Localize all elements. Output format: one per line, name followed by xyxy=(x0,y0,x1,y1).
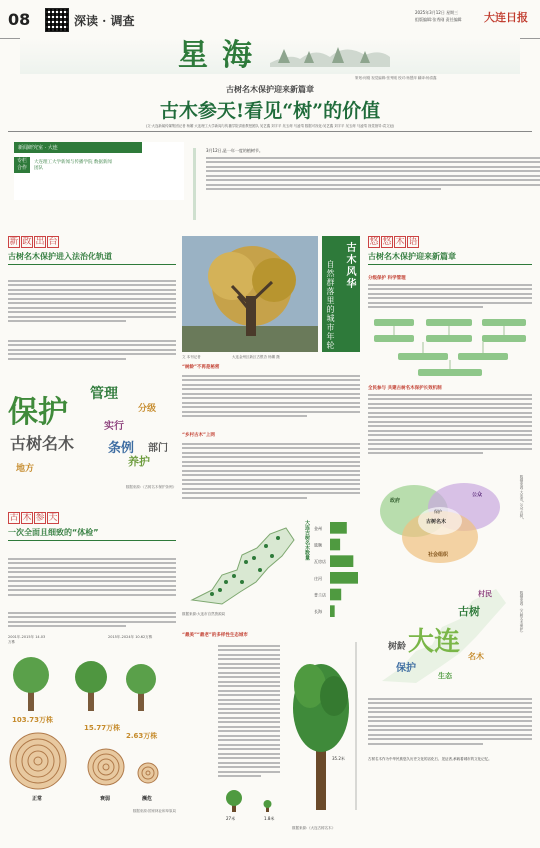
ring-value-weak: 15.77万株 xyxy=(84,724,121,732)
wordcloud xyxy=(8,377,176,477)
partner-name: 大连理工大学新闻与传播学院 数据新闻团队 xyxy=(34,160,112,171)
dalian-map xyxy=(182,520,302,610)
page-number: 08 xyxy=(8,10,31,29)
tag-column: 专栏 xyxy=(16,158,27,164)
wordcloud-word: 分级 xyxy=(138,404,157,414)
venn-label-protect: 保护 xyxy=(434,509,442,514)
vertical-title xyxy=(322,236,360,352)
divider xyxy=(8,131,532,132)
venn-label-government: 政府 xyxy=(390,498,401,504)
ginkgo-photo xyxy=(182,236,318,352)
bar xyxy=(330,605,335,617)
wordcloud-word: 管理 xyxy=(90,386,118,402)
section1-head xyxy=(8,236,176,248)
tree-a-height: 27米 xyxy=(226,816,236,821)
credits-line: 策划:何刚 视觉编辑:张秀刚 校对:杨慧萍 翻译:杨清鑫 xyxy=(355,76,437,80)
tall-tree-source: 数据来源:《大连古树名木》 xyxy=(292,826,336,830)
photo-caption: 大连金州区新区古银杏 杨媚 摄 xyxy=(232,355,280,359)
bar-label: 普兰店 xyxy=(314,592,326,598)
bar xyxy=(330,522,347,534)
venn-label-public: 公众 xyxy=(472,492,483,498)
intro-text xyxy=(193,148,540,220)
kicker: 古树名木保护迎来新篇章 xyxy=(226,85,314,94)
wordcloud2-word: 生态 xyxy=(438,672,452,680)
section2-body2 xyxy=(8,609,176,635)
ring-graphics xyxy=(8,729,176,791)
bar-label: 庄河 xyxy=(314,575,322,581)
rings-source: 数据来源:国家林业和草原局 xyxy=(132,809,176,813)
wordcloud2-word: 古树 xyxy=(458,605,480,618)
section1-title: 古树名木保护进入法治化轨道 xyxy=(8,251,176,265)
section1-body2 xyxy=(8,337,176,375)
subhead2: “乡村古木”上网 xyxy=(182,433,215,438)
wordcloud2-word: 保护 xyxy=(396,663,416,674)
intro-label: 新闻研究室 · 大连 xyxy=(14,142,142,153)
middle-col xyxy=(182,236,360,846)
ring-label-endangered: 濒危 xyxy=(142,796,153,802)
header-date: 2025年3月12日 星期三 xyxy=(415,10,459,15)
ring-label-normal: 正常 xyxy=(32,796,43,802)
subhead1: “树龄”不再是秘密 xyxy=(182,365,220,370)
right-body3 xyxy=(368,695,532,757)
tree-rings xyxy=(8,715,176,809)
chart-title: 大连古树名木数量 xyxy=(304,520,310,560)
tall-tree-height: 35.2米 xyxy=(332,756,345,761)
wordcloud2-word: 树龄 xyxy=(388,642,407,652)
footer-note: 古树名木作为中华民族悠久历史文化的活化石、见证者,承载着城市的文化记忆。 xyxy=(368,757,492,761)
section-label: 深读 · 调查 xyxy=(74,14,135,28)
ring-value-normal: 103.73万株 xyxy=(12,716,54,724)
section2-body xyxy=(8,555,176,609)
bar xyxy=(330,555,353,567)
venn-caption: 数据来源:大连市“公众·古树” xyxy=(520,475,524,520)
byline: (文·大连新闻传媒集团记者 杨媚 大连理工大学新闻与传播学院讲座教授团队 吴艺鑫 刘宇平 吴玉荷 马凌靖 数据可视化:吴艺鑫 刘宇平 吴玉荷 马凌靖 视觉指导:袁文冠) xyxy=(145,124,395,128)
bar-label: 长海 xyxy=(314,609,322,615)
tree-caption-b: 2015年-2024年 10.62万株 xyxy=(108,635,153,639)
tree-caption-a: 2001年-2015年 14.03万株 xyxy=(8,635,46,644)
venn-label-social: 社会组织 xyxy=(428,552,449,558)
wordcloud-word: 条例 xyxy=(108,441,135,456)
right-body2 xyxy=(368,391,532,471)
wordcloud2-caption: 数据来源:《古树名木保护》 xyxy=(520,591,524,635)
section2-chars: 古 木 参 天 xyxy=(9,513,58,523)
wordcloud2-word: 村民 xyxy=(478,590,492,598)
flow-diagram xyxy=(368,315,532,381)
section1-body xyxy=(8,277,176,335)
intro-label-box xyxy=(14,142,184,200)
tree-subhead: “最美”“最老”的多样性生态城市 xyxy=(182,633,248,638)
vertical-title-1: 古木风华 xyxy=(344,242,355,290)
header-editor: 组版编辑:张秀刚 责任编辑 xyxy=(415,17,462,22)
wordcloud-caption: 数据来源:《古树名木保护条例》 xyxy=(125,485,176,489)
section3-chars: 悠 悠 木 语 xyxy=(369,237,418,247)
wordcloud2-word: 大连 xyxy=(408,627,461,657)
middle-body2 xyxy=(182,440,360,516)
bar-label: 旅顺 xyxy=(314,542,322,548)
tree-illustration xyxy=(8,635,176,715)
right-col xyxy=(368,236,532,846)
right-subhead-a: 分级保护 科学管理 xyxy=(368,276,406,281)
wordcloud-word: 保护 xyxy=(8,395,68,430)
photo-caption-left: 文 本刊记者 xyxy=(182,355,201,359)
tag-cooperate: 合作 xyxy=(16,165,27,171)
venn-diagram xyxy=(368,471,532,569)
headline: 古木参天!看见“树”的价值 xyxy=(159,100,381,122)
venn-label-center: 古树名木 xyxy=(426,519,447,525)
intro-lead: 3月12日,是一年一度的植树节。 xyxy=(206,148,263,153)
wordcloud-word: 实行 xyxy=(104,421,124,432)
wordcloud-word: 地方 xyxy=(16,464,35,474)
section2-head xyxy=(8,512,176,524)
bar xyxy=(330,572,358,584)
bar-chart xyxy=(314,520,360,620)
ring-label-weak: 衰弱 xyxy=(100,796,111,802)
right-body1 xyxy=(368,281,532,315)
bar xyxy=(330,539,340,551)
newspaper-logo: 大连日报 xyxy=(484,11,528,24)
wordcloud-word: 部门 xyxy=(148,443,168,454)
middle-body1 xyxy=(182,372,360,428)
tree-icons xyxy=(8,645,176,715)
bar-label: 金州 xyxy=(314,525,322,531)
forest-sketch xyxy=(270,33,390,67)
section1-chars: 新 政 出 台 xyxy=(9,237,58,247)
bar-label: 瓦房店 xyxy=(314,559,326,565)
tall-tree-illustration xyxy=(282,636,360,812)
small-trees xyxy=(222,788,282,812)
right-subhead-b: 全民参与 共建古树名木保护长效机制 xyxy=(368,386,442,391)
wordcloud-map xyxy=(368,581,532,691)
column-title: 星海 xyxy=(178,38,266,73)
wordcloud-word: 古树名木 xyxy=(10,434,75,453)
wordcloud-word: 养护 xyxy=(128,455,150,468)
qr-code-icon xyxy=(45,8,69,32)
left-col xyxy=(8,236,176,846)
wordcloud2-word: 名木 xyxy=(468,652,484,661)
vertical-title-2: 自然群落里的城市年轮 xyxy=(326,260,335,350)
bar xyxy=(330,589,341,601)
tree-b-height: 1.8米 xyxy=(264,816,275,821)
section2-title: 一次全面且细致的“体检” xyxy=(8,527,176,541)
ring-value-endangered: 2.63万株 xyxy=(126,732,158,740)
section3-title: 古树名木保护迎来新篇章 xyxy=(368,251,532,265)
map-caption: 数据来源:大连市自然资源局 xyxy=(182,612,226,616)
